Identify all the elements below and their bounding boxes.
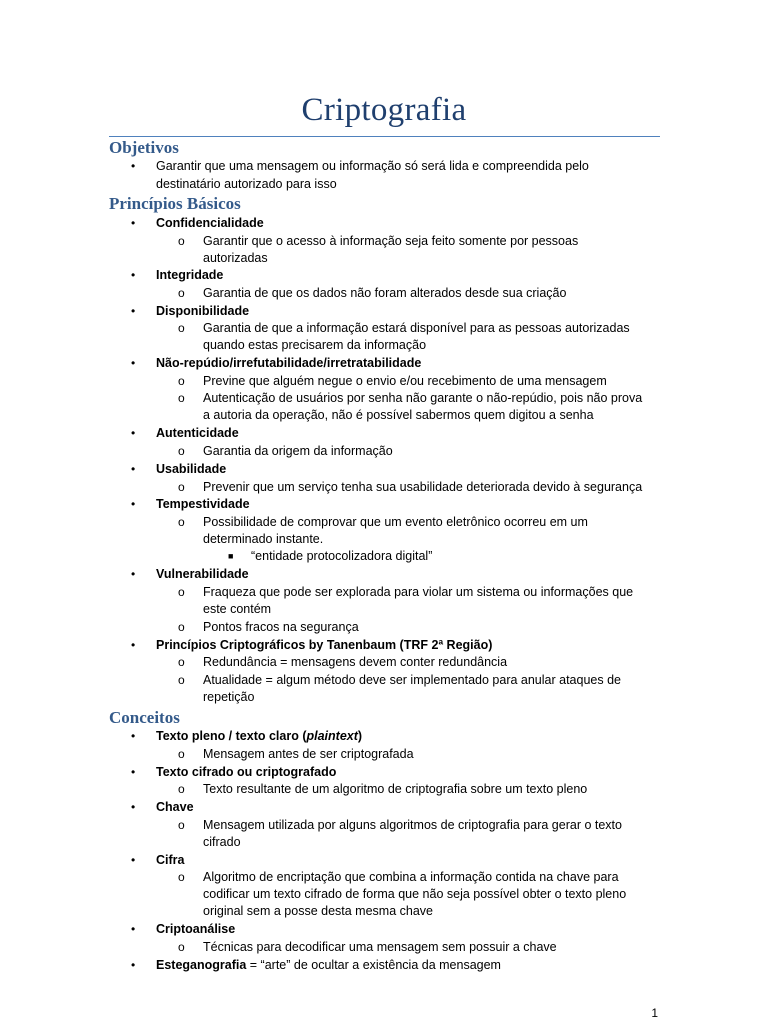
sub-item-line: Garantia de que os dados não foram alterados desde sua criação	[203, 286, 567, 300]
bullet-dot: •	[131, 765, 136, 779]
item-text-italic: plaintext	[306, 729, 358, 743]
bullet-dot: •	[131, 853, 136, 867]
list-item-line: destinatário autorizado para isso	[156, 177, 337, 191]
bullet-dot: •	[131, 497, 136, 511]
sub-item-line: repetição	[203, 690, 255, 704]
bullet-dot: •	[131, 800, 136, 814]
sub-item-line: determinado instante.	[203, 532, 324, 546]
list-item-nao-repudio: Não-repúdio/irrefutabilidade/irretratabilidade	[156, 356, 422, 370]
sub-item-line: Mensagem utilizada por alguns algoritmos de criptografia para gerar o texto	[203, 818, 622, 832]
sub-item-line: Garantia de que a informação estará disponível para as pessoas autorizadas	[203, 321, 630, 335]
bullet-dot: •	[131, 638, 136, 652]
bullet-circle: o	[178, 515, 185, 529]
list-item-principios-criptograficos: Princípios Criptográficos by Tanenbaum (TRF 2ª Região)	[156, 638, 493, 652]
list-item-criptoanalise: Criptoanálise	[156, 922, 236, 936]
sub-item-line: Algoritmo de encriptação que combina a informação contida na chave para	[203, 870, 619, 884]
bullet-dot: •	[131, 159, 136, 173]
bullet-dot: •	[131, 426, 136, 440]
list-item-usabilidade: Usabilidade	[156, 462, 227, 476]
list-item-texto-cifrado: Texto cifrado ou criptografado	[156, 765, 337, 779]
item-text-bold: Esteganografia	[156, 958, 247, 972]
sub-item-line: cifrado	[203, 835, 241, 849]
list-item-tempestividade: Tempestividade	[156, 497, 250, 511]
bullet-square: ■	[228, 551, 234, 561]
list-item-line: Garantir que uma mensagem ou informação só será lida e compreendida pelo	[156, 159, 589, 173]
sub-item-line: Atualidade = algum método deve ser implementado para anular ataques de	[203, 673, 621, 687]
sub-item-line: Redundância = mensagens devem conter redundância	[203, 655, 508, 669]
list-item-esteganografia	[156, 957, 501, 974]
bullet-circle: o	[178, 620, 185, 634]
sub-item-line: Mensagem antes de ser criptografada	[203, 747, 414, 761]
bullet-dot: •	[131, 216, 136, 230]
bullet-circle: o	[178, 321, 185, 335]
page-number: 1	[651, 1006, 658, 1020]
sub-item-line: Fraqueza que pode ser explorada para violar um sistema ou informações que	[203, 585, 634, 599]
sub-item-line: Previne que alguém negue o envio e/ou recebimento de uma mensagem	[203, 374, 607, 388]
bullet-circle: o	[178, 585, 185, 599]
list-item-integridade: Integridade	[156, 268, 224, 282]
sub-item-line: Prevenir que um serviço tenha sua usabilidade deteriorada devido à segurança	[203, 480, 643, 494]
list-item-vulnerabilidade: Vulnerabilidade	[156, 567, 249, 581]
list-item-cifra: Cifra	[156, 853, 185, 867]
sub-item-line: Possibilidade de comprovar que um evento eletrônico ocorreu em um	[203, 515, 588, 529]
sub-item-line: Autenticação de usuários por senha não garante o não-repúdio, pois não prova	[203, 391, 643, 405]
bullet-circle: o	[178, 391, 185, 405]
sub-item-line: codificar um texto cifrado de forma que não seja possível obter o texto pleno	[203, 887, 627, 901]
page-title: Criptografia	[301, 92, 467, 128]
item-text-part: Texto pleno / texto claro (	[156, 729, 307, 743]
bullet-circle: o	[178, 673, 185, 687]
list-item-texto-pleno	[156, 728, 362, 745]
list-item-autenticidade: Autenticidade	[156, 426, 239, 440]
item-text-part: )	[357, 729, 363, 743]
heading-objetivos: Objetivos	[109, 138, 179, 157]
sub-item-line: original sem a posse desta mesma chave	[203, 904, 433, 918]
bullet-circle: o	[178, 374, 185, 388]
bullet-circle: o	[178, 655, 185, 669]
bullet-circle: o	[178, 747, 185, 761]
heading-principios-basicos: Princípios Básicos	[109, 194, 241, 213]
bullet-dot: •	[131, 462, 136, 476]
bullet-circle: o	[178, 480, 185, 494]
bullet-dot: •	[131, 729, 136, 743]
bullet-dot: •	[131, 304, 136, 318]
title-underline	[109, 136, 660, 137]
bullet-circle: o	[178, 286, 185, 300]
bullet-circle: o	[178, 818, 185, 832]
heading-conceitos: Conceitos	[109, 708, 180, 727]
list-item-chave: Chave	[156, 800, 194, 814]
sub-sub-item-line: “entidade protocolizadora digital”	[251, 549, 433, 563]
item-text-part: = “arte” de ocultar a existência da mensagem	[246, 958, 501, 972]
sub-item-line: Pontos fracos na segurança	[203, 620, 359, 634]
sub-item-line: Garantir que o acesso à informação seja feito somente por pessoas	[203, 234, 579, 248]
sub-item-line: Técnicas para decodificar uma mensagem sem possuir a chave	[203, 940, 557, 954]
bullet-dot: •	[131, 958, 136, 972]
bullet-dot: •	[131, 567, 136, 581]
list-item-confidencialidade: Confidencialidade	[156, 216, 264, 230]
sub-item-line: Garantia da origem da informação	[203, 444, 393, 458]
bullet-dot: •	[131, 922, 136, 936]
bullet-circle: o	[178, 234, 185, 248]
bullet-circle: o	[178, 870, 185, 884]
sub-item-line: autorizadas	[203, 251, 268, 265]
bullet-circle: o	[178, 444, 185, 458]
sub-item-line: quando estas precisarem da informação	[203, 338, 427, 352]
bullet-circle: o	[178, 782, 185, 796]
sub-item-line: este contém	[203, 602, 272, 616]
list-item-disponibilidade: Disponibilidade	[156, 304, 250, 318]
bullet-dot: •	[131, 268, 136, 282]
bullet-dot: •	[131, 356, 136, 370]
sub-item-line: a autoria da operação, não é possível sabermos quem digitou a senha	[203, 408, 594, 422]
bullet-circle: o	[178, 940, 185, 954]
sub-item-line: Texto resultante de um algoritmo de criptografia sobre um texto pleno	[203, 782, 588, 796]
